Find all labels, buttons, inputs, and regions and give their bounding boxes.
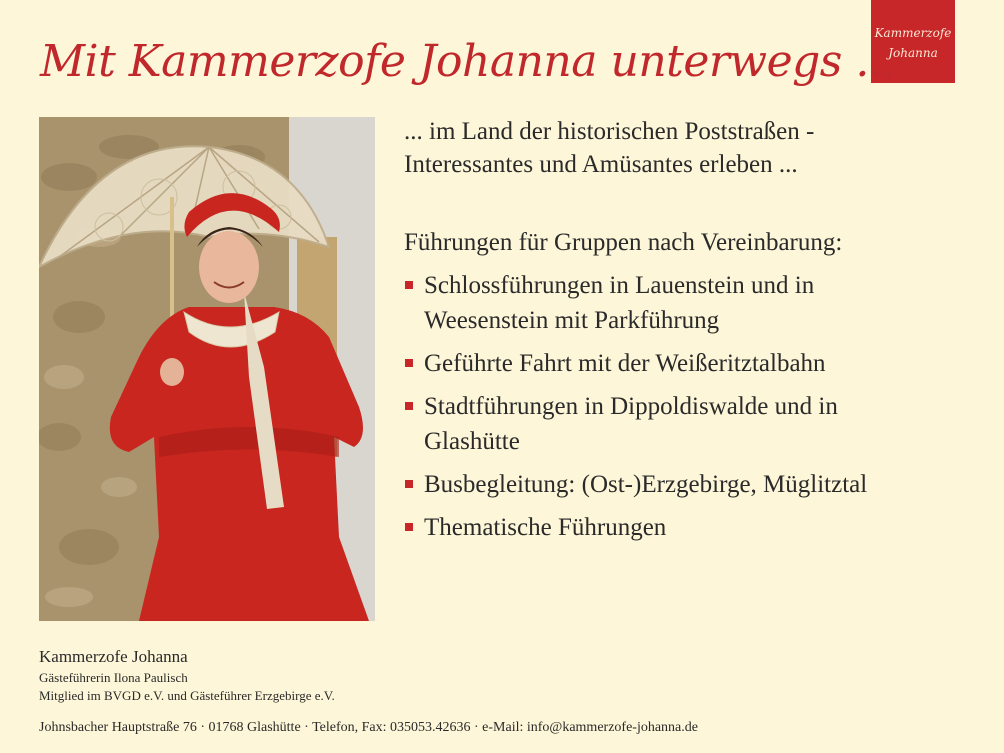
footer-name: Kammerzofe Johanna [39, 647, 188, 666]
logo-line-1: Kammerzofe [874, 25, 952, 40]
footer-role: Gästeführerin Ilona Paulisch [39, 670, 188, 685]
offer-line-2: Glashütte [424, 428, 520, 455]
offer-line-1: Stadtführungen in Dippoldiswalde und in [424, 393, 838, 420]
list-item [404, 389, 994, 459]
offer-line-1: Geführte Fahrt mit der Weißeritztalbahn [424, 350, 826, 377]
headline: Mit Kammerzofe Johanna unterwegs ... [40, 36, 896, 87]
offer-line-1: Thematische Führungen [424, 514, 667, 541]
logo-line-2: Johanna [888, 45, 938, 60]
list-item [404, 268, 994, 338]
bullet-icon [405, 359, 413, 367]
intro-text [404, 115, 964, 181]
footer-address: Johnsbacher Hauptstraße 76 · 01768 Glashütte · Telefon, Fax: 035053.42636 · e-Mail: info@kammerzofe-johanna.de [39, 720, 698, 735]
intro-line-2: Interessantes und Amüsantes erleben ... [404, 151, 798, 178]
offers-list [404, 268, 994, 553]
offers-heading: Führungen für Gruppen nach Vereinbarung: [404, 229, 843, 256]
list-item [404, 467, 994, 502]
list-item [404, 510, 994, 545]
portrait-photo [39, 117, 375, 621]
list-item [404, 346, 994, 381]
bullet-icon [405, 402, 413, 410]
offer-line-2: Weesenstein mit Parkführung [424, 307, 720, 334]
footer-contact [39, 647, 335, 705]
portrait-illustration [39, 117, 375, 621]
intro-line-1: ... im Land der historischen Poststraßen - [404, 118, 815, 145]
footer-membership: Mitglied im BVGD e.V. und Gästeführer Erzgebirge e.V. [39, 688, 335, 703]
bullet-icon [405, 281, 413, 289]
offer-line-1: Busbegleitung: (Ost-)Erzgebirge, Müglitztal [424, 471, 868, 498]
bullet-icon [405, 480, 413, 488]
offer-line-1: Schlossführungen in Lauenstein und in [424, 272, 815, 299]
bullet-icon [405, 523, 413, 531]
